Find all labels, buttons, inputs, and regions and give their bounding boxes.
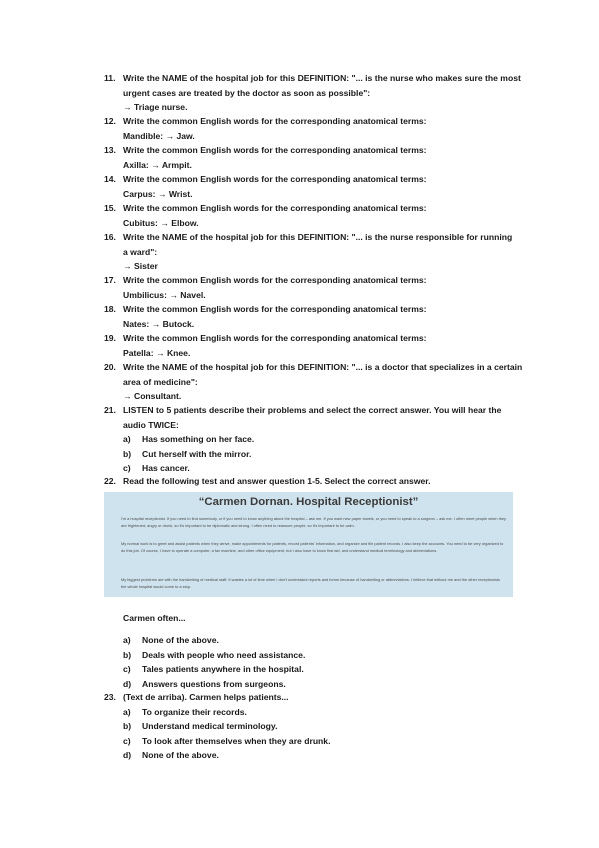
question-text: (Text de arriba). Carmen helps patients...: [123, 692, 289, 702]
question-answer: → Sister: [123, 261, 158, 271]
question-text: Write the common English words for the corresponding anatomical terms:: [123, 275, 427, 285]
question-answer: Umbilicus: → Navel.: [123, 289, 206, 300]
question-answer: Axilla: → Armpit.: [123, 159, 192, 170]
option-text: None of the above.: [142, 635, 219, 645]
question-number: 18.: [104, 304, 116, 314]
question-number: 15.: [104, 203, 116, 213]
option-text: Has cancer.: [142, 463, 190, 473]
question-text: Read the following test and answer question 1-5. Select the correct answer.: [123, 476, 431, 486]
question-number: 23.: [104, 692, 116, 702]
option-text: Has something on her face.: [142, 434, 255, 444]
question-text: Write the common English words for the corresponding anatomical terms:: [123, 333, 427, 343]
question-number: 12.: [104, 116, 116, 126]
q22-prompt: Carmen often...: [123, 613, 186, 623]
option-text: To look after themselves when they are drunk.: [142, 735, 331, 746]
reading-passage-box: [104, 492, 513, 597]
question-text: audio TWICE:: [123, 419, 179, 430]
question-text: Write the common English words for the corresponding anatomical terms:: [123, 203, 427, 213]
question-text: Write the NAME of the hospital job for this DEFINITION: "... is the nurse who makes sure the most: [123, 73, 521, 83]
option-text: To organize their records.: [142, 706, 247, 717]
option-text: Understand medical terminology.: [142, 721, 278, 731]
question-20: [104, 360, 524, 404]
answer-option-d[interactable]: [123, 748, 524, 763]
q22-options: [123, 633, 523, 691]
option-letter: c): [123, 463, 131, 473]
question-text: LISTEN to 5 patients describe their problems and select the correct answer. You will hear the: [123, 405, 502, 415]
option-text: Tales patients anywhere in the hospital.: [142, 664, 304, 674]
question-number: 16.: [104, 232, 116, 242]
question-23: [104, 690, 524, 763]
option-letter: d): [123, 678, 132, 689]
question-number: 20.: [104, 362, 116, 372]
question-15: [104, 201, 524, 230]
answer-option-d[interactable]: [123, 677, 523, 692]
option-letter: a): [123, 706, 131, 717]
reading-paragraph-3: My biggest problems are with the handwriting of medical staff. It wastes a lot of time when I don't understand reports and forms because of handwriting or abbreviations. I believe that without me and the other receptionists the whole hospital would come to a stop.: [121, 577, 500, 589]
answer-option-c[interactable]: [123, 662, 523, 677]
question-text: Write the common English words for the corresponding anatomical terms:: [123, 145, 427, 155]
question-14: [104, 172, 524, 201]
answer-option-b[interactable]: [123, 447, 524, 462]
answer-option-a[interactable]: [123, 705, 524, 720]
question-text: Write the common English words for the corresponding anatomical terms:: [123, 116, 427, 126]
question-text: Write the common English words for the corresponding anatomical terms:: [123, 304, 427, 314]
question-answer: → Triage nurse.: [123, 102, 188, 112]
question-text: area of medicine":: [123, 376, 198, 387]
question-text: urgent cases are treated by the doctor as soon as possible":: [123, 87, 371, 98]
question-answer: Cubitus: → Elbow.: [123, 217, 199, 228]
option-text: Cut herself with the mirror.: [142, 448, 252, 459]
option-text: Answers questions from surgeons.: [142, 678, 286, 689]
question-number: 11.: [104, 73, 116, 83]
option-letter: b): [123, 649, 132, 660]
answer-option-b[interactable]: [123, 648, 523, 663]
question-12: [104, 114, 524, 143]
option-letter: d): [123, 750, 132, 760]
question-number: 21.: [104, 405, 116, 415]
option-text: Deals with people who need assistance.: [142, 649, 306, 660]
question-number: 17.: [104, 275, 116, 285]
option-letter: c): [123, 664, 131, 674]
answer-option-b[interactable]: [123, 719, 524, 734]
question-22: [104, 474, 524, 489]
question-answer: Carpus: → Wrist.: [123, 188, 193, 199]
question-number: 22.: [104, 476, 116, 486]
option-letter: b): [123, 448, 132, 459]
question-answer: Nates: → Butock.: [123, 318, 195, 329]
question-11: [104, 71, 524, 115]
question-16: [104, 230, 524, 274]
question-number: 13.: [104, 145, 116, 155]
option-letter: a): [123, 434, 131, 444]
reading-paragraph-2: My normal work is to greet and assist patients when they arrive, make appointments for patients, record patients' information, and organize and file patient records. I also keep the accounts. You need to be very organized to do this job. Of course, I have to operate a computer, a fax machine, and other office equipment, but I also have to know first aid, and understand medical terminology and abbreviations.: [121, 541, 504, 553]
question-number: 19.: [104, 333, 116, 343]
question-answer: Mandible: → Jaw.: [123, 130, 195, 141]
question-number: 14.: [104, 174, 116, 184]
question-text: Write the common English words for the corresponding anatomical terms:: [123, 174, 427, 184]
question-18: [104, 302, 524, 331]
question-text: Write the NAME of the hospital job for this DEFINITION: "... is the nurse responsible for running: [123, 232, 513, 242]
option-letter: a): [123, 635, 131, 645]
answer-option-a[interactable]: [123, 633, 523, 648]
question-17: [104, 273, 524, 302]
question-21: [104, 403, 524, 476]
answer-option-c[interactable]: [123, 734, 524, 749]
question-text: Write the NAME of the hospital job for this DEFINITION: "... is a doctor that specializes in a certain: [123, 362, 523, 372]
question-answer: Patella: → Knee.: [123, 347, 191, 358]
question-answer: → Consultant.: [123, 391, 182, 401]
option-letter: c): [123, 735, 131, 746]
reading-title: “Carmen Dornan. Hospital Receptionist”: [198, 496, 419, 508]
option-text: None of the above.: [142, 750, 219, 760]
option-letter: b): [123, 721, 132, 731]
answer-option-a[interactable]: [123, 432, 524, 447]
question-text: a ward":: [123, 246, 158, 257]
question-13: [104, 143, 524, 172]
reading-paragraph-1: I'm a hospital receptionist. If you need to find somebody, or if you need to know anything about the hospital – ask me. If you want new paper towels, or you need to speak to a surgeon – ask me. I often meet people when they are frightened, angry or drunk, so it's important to be diplomatic and strong. I often need to reassure people, so it's important to be calm.: [121, 516, 506, 528]
question-19: [104, 331, 524, 360]
